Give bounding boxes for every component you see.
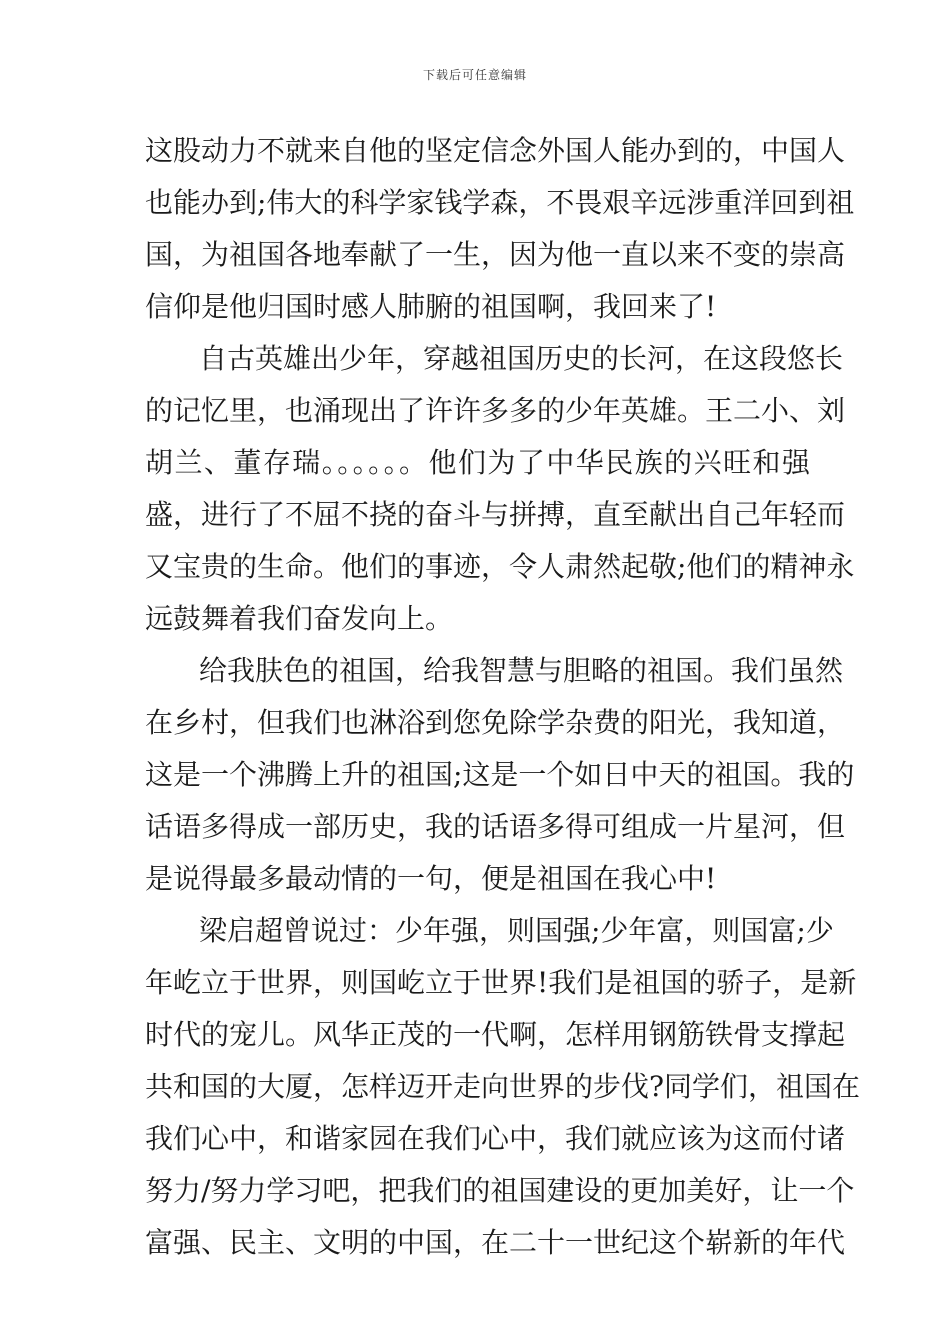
- text-line: 胡兰、董存瑞。。。。。。他们为了中华民族的兴旺和强: [145, 446, 810, 479]
- text-line: 国，为祖国各地奉献了一生，因为他一直以来不变的崇高: [145, 238, 846, 271]
- text-line: 的记忆里，也涌现出了许许多多的少年英雄。王二小、刘: [145, 394, 846, 427]
- text-line: 也能办到;伟大的科学家钱学森，不畏艰辛远涉重洋回到祖: [145, 186, 855, 219]
- text-line: 富强、民主、文明的中国，在二十一世纪这个崭新的年代: [145, 1226, 846, 1259]
- text-line: 努力/努力学习吧，把我们的祖国建设的更加美好，让一个: [145, 1174, 855, 1207]
- text-line: 远鼓舞着我们奋发向上。: [145, 602, 454, 635]
- document-body: [145, 125, 861, 1269]
- text-line: 给我肤色的祖国，给我智慧与胆略的祖国。我们虽然: [199, 654, 844, 687]
- text-line: 自古英雄出少年，穿越祖国历史的长河，在这段悠长: [199, 342, 844, 375]
- paragraph-4: [145, 905, 861, 1269]
- paragraph-2: [145, 333, 855, 645]
- text-line: 时代的宠儿。风华正茂的一代啊，怎样用钢筋铁骨支撑起: [145, 1018, 846, 1051]
- text-line: 信仰是他归国时感人肺腑的祖国啊，我回来了!: [145, 290, 717, 323]
- text-line: 共和国的大厦，怎样迈开走向世界的步伐?同学们，祖国在: [145, 1070, 861, 1103]
- paragraph-3: [145, 645, 855, 905]
- text-line: 这股动力不就来自他的坚定信念外国人能办到的，中国人: [145, 134, 846, 167]
- text-line: 盛，进行了不屈不挠的奋斗与拼搏，直至献出自己年轻而: [145, 498, 846, 531]
- text-line: 又宝贵的生命。他们的事迹，令人肃然起敬;他们的精神永: [145, 550, 855, 583]
- text-line: 年屹立于世界，则国屹立于世界!我们是祖国的骄子，是新: [145, 966, 857, 999]
- text-line: 我们心中，和谐家园在我们心中，我们就应该为这而付诸: [145, 1122, 846, 1155]
- paragraph-1: [145, 125, 855, 333]
- text-line: 在乡村，但我们也淋浴到您免除学杂费的阳光，我知道，: [145, 706, 846, 739]
- text-line: 这是一个沸腾上升的祖国;这是一个如日中天的祖国。我的: [145, 758, 855, 791]
- text-line: 梁启超曾说过：少年强，则国强;少年富，则国富;少: [199, 914, 834, 947]
- text-line: 是说得最多最动情的一句，便是祖国在我心中!: [145, 862, 717, 895]
- page-header: 下载后可任意编辑: [422, 68, 527, 82]
- text-line: 话语多得成一部历史，我的话语多得可组成一片星河，但: [145, 810, 846, 843]
